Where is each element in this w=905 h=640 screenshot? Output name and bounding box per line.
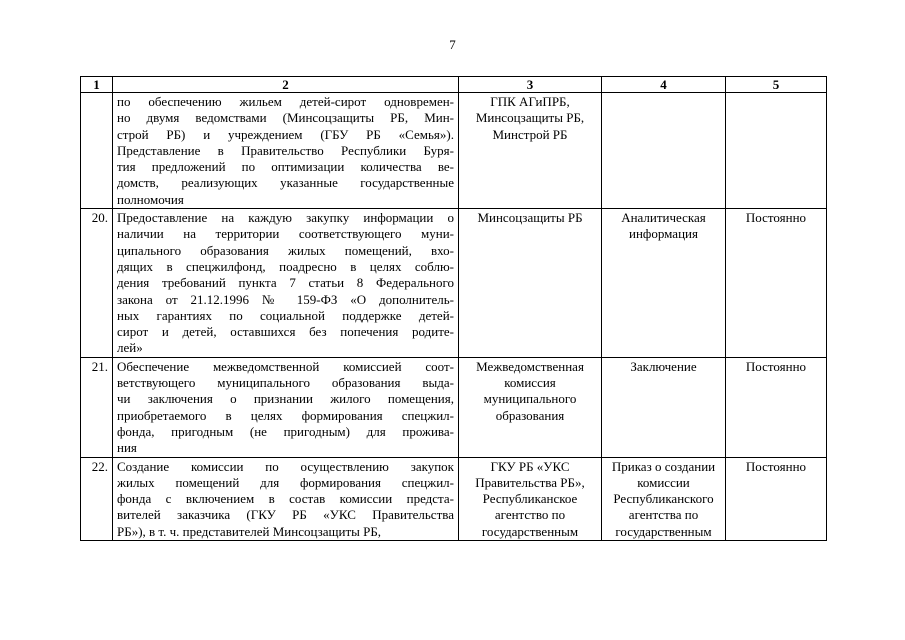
executor-line: Минстрой РБ xyxy=(492,126,568,142)
measure-text-line: дящих в спецжилфонд, поадресно в целях соблю- xyxy=(117,258,454,274)
executor-cell xyxy=(459,209,602,358)
header-col-2: 2 xyxy=(113,77,459,93)
executor-line: ГПК АГиПРБ, xyxy=(490,94,570,109)
header-col-5: 5 xyxy=(726,77,827,93)
measure-text-line: жилых помещений для формирования спецжил- xyxy=(117,474,454,490)
measure-text-line: домств, реализующих указанные государственные xyxy=(117,175,454,191)
executor-line: Минсоцзащиты РБ, xyxy=(475,110,585,126)
measure-text-line: приобретаемого в целях формирования спецжил- xyxy=(117,407,454,423)
table-row xyxy=(81,357,827,457)
result-line: Республиканского xyxy=(613,491,714,507)
measure-text-cell xyxy=(113,457,459,540)
row-number-cell xyxy=(81,93,113,209)
measure-text-line: по обеспечению жильем детей-сирот одновремен- xyxy=(117,94,454,109)
header-col-4: 4 xyxy=(602,77,726,93)
measure-text-line: тия предложений по оптимизации количества ве- xyxy=(117,159,454,175)
result-line: Аналитическая xyxy=(621,210,706,226)
executor-line: Минсоцзащиты РБ xyxy=(477,210,583,226)
measure-text-line: строй РБ) и учреждением (ГБУ РБ «Семья»). xyxy=(117,126,454,142)
table-row xyxy=(81,457,827,540)
executor-cell xyxy=(459,357,602,457)
table-row xyxy=(81,209,827,358)
executor-line: Республиканское xyxy=(482,491,578,507)
table-row xyxy=(81,93,827,209)
measure-text-line: фонда с включением в состав комиссии предста- xyxy=(117,491,454,507)
row-number-cell: 20. xyxy=(81,209,113,358)
measure-text-cell xyxy=(113,93,459,209)
measure-text-line: ципального образования жилых помещений, вхо- xyxy=(117,242,454,258)
measure-text-line: фонда, пригодным (не пригодным) для прожива- xyxy=(117,423,454,439)
result-line: агентства по xyxy=(628,507,699,523)
executor-line: Правительства РБ», xyxy=(475,474,585,490)
row-number-cell: 22. xyxy=(81,457,113,540)
measure-text-line: Предоставление на каждую закупку информации о xyxy=(117,210,454,226)
result-line: информация xyxy=(629,226,698,242)
header-col-3: 3 xyxy=(459,77,602,93)
measure-text-line: Обеспечение межведомственной комиссией соот- xyxy=(117,358,454,374)
term-cell: Постоянно xyxy=(726,209,827,358)
measure-text-line: наличии на территории соответствующего муни- xyxy=(117,226,454,242)
measure-text-line: ния xyxy=(117,440,137,456)
measure-text-line: полномочия xyxy=(117,191,184,207)
executor-line: образования xyxy=(495,407,565,423)
executor-cell xyxy=(459,93,602,209)
measure-text-line: вителей заказчика (ГКУ РБ «УКС Правительства xyxy=(117,507,454,523)
result-line: Приказ о создании xyxy=(611,458,716,474)
result-line: государственным xyxy=(615,523,712,539)
executor-line: государственным xyxy=(481,523,579,539)
result-cell xyxy=(602,357,726,457)
plan-table xyxy=(80,76,827,541)
result-cell xyxy=(602,457,726,540)
measure-text-line: Представление в Правительство Республики Буря- xyxy=(117,142,454,158)
measure-text-line: сирот и детей, оставшихся без попечения родите- xyxy=(117,324,454,340)
result-line: Заключение xyxy=(630,358,697,374)
measure-text-line: закона от 21.12.1996 № 159-ФЗ «О дополнитель- xyxy=(117,291,454,307)
table-header-row xyxy=(81,77,827,93)
measure-text-line: ветствующего муниципального образования выда- xyxy=(117,375,454,391)
term-cell xyxy=(726,93,827,209)
executor-line: комиссия xyxy=(504,375,556,391)
header-col-1: 1 xyxy=(81,77,113,93)
result-cell xyxy=(602,209,726,358)
measure-text-cell xyxy=(113,209,459,358)
measure-text-line: Создание комиссии по осуществлению закупок xyxy=(117,458,454,474)
measure-text-line: РБ»), в т. ч. представителей Минсоцзащиты РБ, xyxy=(117,523,382,539)
executor-line: муниципального xyxy=(483,391,577,407)
row-number-cell: 21. xyxy=(81,357,113,457)
term-cell: Постоянно xyxy=(726,457,827,540)
measure-text-line: дения требований пункта 7 статьи 8 Федерального xyxy=(117,275,454,291)
executor-line: агентство по xyxy=(494,507,566,523)
measure-text-line: чи заключения о признании жилого помещения, xyxy=(117,391,454,407)
executor-cell xyxy=(459,457,602,540)
result-cell xyxy=(602,93,726,209)
measure-text-line: лей» xyxy=(117,340,143,356)
executor-line: ГКУ РБ «УКС xyxy=(490,458,570,474)
measure-text-line: но двумя ведомствами (Минсоцзащиты РБ, Мин- xyxy=(117,110,454,126)
measure-text-cell xyxy=(113,357,459,457)
result-line: комиссии xyxy=(637,474,690,490)
executor-line: Межведомственная xyxy=(476,358,584,374)
term-cell: Постоянно xyxy=(726,357,827,457)
measure-text-line: ных гарантиях по социальной поддержке детей- xyxy=(117,307,454,323)
page-number: 7 xyxy=(449,37,456,52)
